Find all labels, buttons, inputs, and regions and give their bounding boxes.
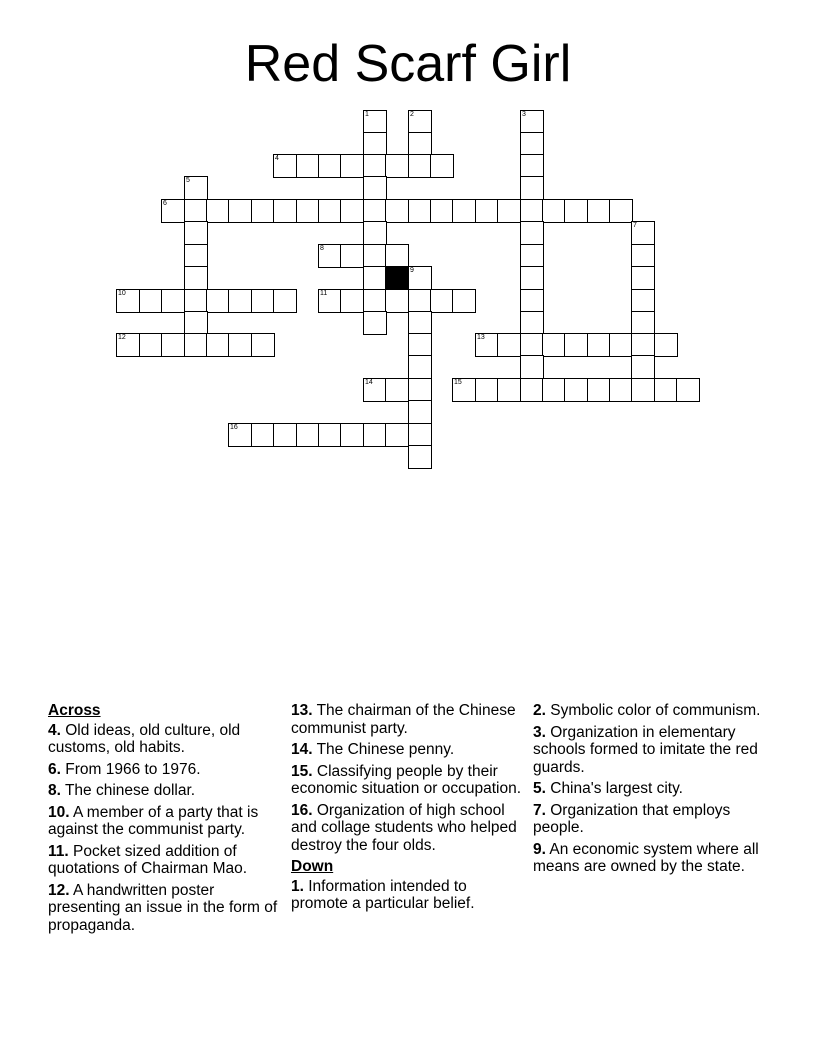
grid-cell[interactable] bbox=[251, 289, 275, 313]
grid-cell[interactable] bbox=[631, 355, 655, 379]
clue-down-2 bbox=[533, 702, 769, 720]
clue-across-4 bbox=[48, 722, 284, 757]
clue-number: 2. bbox=[533, 702, 546, 719]
clue-number: 4. bbox=[48, 721, 61, 739]
grid-cell[interactable] bbox=[452, 199, 476, 223]
grid-cell[interactable] bbox=[676, 378, 700, 402]
clue-text: China's largest city. bbox=[545, 780, 683, 797]
grid-cell[interactable] bbox=[363, 221, 387, 245]
grid-cell[interactable] bbox=[363, 423, 387, 447]
grid-cell[interactable] bbox=[340, 199, 364, 223]
grid-cell[interactable] bbox=[251, 333, 275, 357]
clue-down-1 bbox=[291, 878, 527, 913]
grid-cell[interactable] bbox=[206, 333, 230, 357]
grid-cell[interactable] bbox=[408, 311, 432, 335]
grid-cell[interactable] bbox=[564, 333, 588, 357]
clue-across-6 bbox=[48, 761, 284, 779]
clue-text: Organization that employs people. bbox=[533, 801, 731, 836]
grid-cell[interactable] bbox=[184, 244, 208, 268]
clue-column-3 bbox=[533, 702, 769, 880]
cell-number: 9 bbox=[410, 267, 414, 274]
grid-cell[interactable] bbox=[363, 244, 387, 268]
clue-number: 11. bbox=[48, 842, 69, 860]
grid-cell[interactable] bbox=[184, 333, 208, 357]
grid-cell[interactable] bbox=[251, 423, 275, 447]
grid-cell[interactable] bbox=[340, 154, 364, 178]
clue-down-5 bbox=[533, 780, 769, 798]
grid-cell[interactable] bbox=[408, 333, 432, 357]
grid-cell[interactable] bbox=[363, 110, 387, 134]
grid-cell[interactable] bbox=[363, 132, 387, 156]
grid-cell[interactable] bbox=[520, 244, 544, 268]
grid-cell[interactable] bbox=[631, 378, 655, 402]
clue-number: 3. bbox=[533, 723, 546, 741]
grid-cell[interactable] bbox=[161, 289, 185, 313]
grid-cell[interactable] bbox=[273, 289, 297, 313]
clue-text: Pocket sized addition of quotations of Chairman Mao. bbox=[48, 842, 248, 877]
grid-cell[interactable] bbox=[654, 333, 678, 357]
clue-text: The chairman of the Chinese communist party. bbox=[291, 702, 516, 737]
clue-number: 6. bbox=[48, 760, 61, 778]
grid-cell[interactable] bbox=[228, 199, 252, 223]
crossword-grid bbox=[0, 0, 816, 480]
clue-text: An economic system where all means are owned by the state. bbox=[533, 840, 759, 875]
grid-cell[interactable] bbox=[408, 132, 432, 156]
cell-number: 5 bbox=[186, 177, 190, 184]
clue-number: 12. bbox=[48, 881, 70, 899]
grid-cell[interactable] bbox=[184, 266, 208, 290]
grid-cell[interactable] bbox=[161, 333, 185, 357]
clue-across-13 bbox=[291, 702, 527, 737]
clue-number: 8. bbox=[48, 782, 61, 799]
grid-cell[interactable] bbox=[385, 289, 409, 313]
grid-cell[interactable] bbox=[408, 289, 432, 313]
grid-cell[interactable] bbox=[609, 333, 633, 357]
cell-number: 12 bbox=[118, 334, 126, 341]
grid-cell[interactable] bbox=[631, 289, 655, 313]
grid-cell[interactable] bbox=[161, 199, 185, 223]
clue-across-16 bbox=[291, 802, 527, 855]
grid-cell[interactable] bbox=[520, 355, 544, 379]
cell-number: 11 bbox=[320, 290, 328, 297]
cell-number: 2 bbox=[410, 111, 414, 118]
clue-across-15 bbox=[291, 763, 527, 798]
grid-cell[interactable] bbox=[273, 199, 297, 223]
grid-cell[interactable] bbox=[296, 199, 320, 223]
clue-across-10 bbox=[48, 804, 284, 839]
down-heading: Down bbox=[291, 858, 334, 875]
grid-cell[interactable] bbox=[520, 378, 544, 402]
grid-cell[interactable] bbox=[385, 199, 409, 223]
clue-text: The chinese dollar. bbox=[60, 782, 196, 799]
clue-across-14 bbox=[291, 741, 527, 759]
grid-cell[interactable] bbox=[408, 445, 432, 469]
grid-cell[interactable] bbox=[139, 289, 163, 313]
grid-cell[interactable] bbox=[408, 355, 432, 379]
grid-cell[interactable] bbox=[497, 199, 521, 223]
grid-cell[interactable] bbox=[340, 423, 364, 447]
clue-across-12 bbox=[48, 882, 284, 935]
cell-number: 7 bbox=[633, 222, 637, 229]
grid-cell[interactable] bbox=[408, 199, 432, 223]
grid-cell[interactable] bbox=[452, 289, 476, 313]
grid-cell[interactable] bbox=[408, 423, 432, 447]
grid-cell[interactable] bbox=[184, 289, 208, 313]
clue-number: 15. bbox=[291, 762, 313, 780]
grid-cell[interactable] bbox=[497, 333, 521, 357]
grid-cell[interactable] bbox=[408, 378, 432, 402]
grid-cell[interactable] bbox=[408, 400, 432, 424]
cell-number: 15 bbox=[454, 379, 462, 386]
grid-cell[interactable] bbox=[363, 378, 387, 402]
grid-cell[interactable] bbox=[184, 199, 208, 223]
grid-cell[interactable] bbox=[631, 244, 655, 268]
grid-cell[interactable] bbox=[251, 199, 275, 223]
grid-cell[interactable] bbox=[318, 244, 342, 268]
grid-cell[interactable] bbox=[564, 378, 588, 402]
grid-cell[interactable] bbox=[497, 378, 521, 402]
clue-text: From 1966 to 1976. bbox=[60, 760, 201, 778]
grid-cell[interactable] bbox=[475, 333, 499, 357]
clue-text: Old ideas, old culture, old customs, old habits. bbox=[48, 721, 241, 756]
grid-cell[interactable] bbox=[363, 154, 387, 178]
clue-text: A member of a party that is against the communist party. bbox=[48, 803, 259, 838]
grid-cell[interactable] bbox=[184, 176, 208, 200]
grid-cell[interactable] bbox=[408, 110, 432, 134]
clue-text: A handwritten poster presenting an issue in the form of propaganda. bbox=[48, 881, 278, 934]
grid-cell[interactable] bbox=[430, 154, 454, 178]
grid-cell[interactable] bbox=[609, 199, 633, 223]
grid-cell[interactable] bbox=[475, 378, 499, 402]
clue-number: 14. bbox=[291, 741, 313, 758]
grid-cell[interactable] bbox=[520, 266, 544, 290]
cell-number: 1 bbox=[365, 111, 369, 118]
grid-cell[interactable] bbox=[564, 199, 588, 223]
clue-number: 16. bbox=[291, 801, 313, 819]
grid-cell[interactable] bbox=[296, 423, 320, 447]
grid-cell[interactable] bbox=[385, 154, 409, 178]
grid-cell[interactable] bbox=[654, 378, 678, 402]
grid-cell[interactable] bbox=[542, 378, 566, 402]
grid-cell[interactable] bbox=[520, 199, 544, 223]
grid-cell[interactable] bbox=[520, 132, 544, 156]
grid-cell[interactable] bbox=[408, 266, 432, 290]
grid-cell[interactable] bbox=[631, 266, 655, 290]
grid-cell[interactable] bbox=[273, 154, 297, 178]
grid-cell[interactable] bbox=[318, 199, 342, 223]
grid-cell[interactable] bbox=[318, 423, 342, 447]
clue-down-7 bbox=[533, 802, 769, 837]
clue-text: Organization in elementary schools formed to imitate the red guards. bbox=[533, 723, 758, 776]
grid-cell[interactable] bbox=[206, 289, 230, 313]
grid-cell[interactable] bbox=[452, 378, 476, 402]
grid-cell[interactable] bbox=[631, 221, 655, 245]
grid-cell[interactable] bbox=[184, 221, 208, 245]
grid-cell[interactable] bbox=[408, 154, 432, 178]
clue-number: 5. bbox=[533, 780, 546, 797]
cell-number: 13 bbox=[477, 334, 485, 341]
grid-cell[interactable] bbox=[631, 311, 655, 335]
clue-number: 1. bbox=[291, 877, 304, 895]
grid-cell[interactable] bbox=[520, 221, 544, 245]
grid-cell[interactable] bbox=[475, 199, 499, 223]
grid-cell[interactable] bbox=[631, 333, 655, 357]
grid-block bbox=[385, 266, 409, 290]
grid-cell[interactable] bbox=[340, 289, 364, 313]
grid-cell[interactable] bbox=[385, 244, 409, 268]
grid-cell[interactable] bbox=[363, 199, 387, 223]
grid-cell[interactable] bbox=[206, 199, 230, 223]
grid-cell[interactable] bbox=[228, 333, 252, 357]
clue-text: Symbolic color of communism. bbox=[545, 702, 761, 719]
grid-cell[interactable] bbox=[318, 289, 342, 313]
cell-number: 4 bbox=[275, 155, 279, 162]
grid-cell[interactable] bbox=[520, 110, 544, 134]
cell-number: 10 bbox=[118, 290, 126, 297]
grid-cell[interactable] bbox=[385, 423, 409, 447]
grid-cell[interactable] bbox=[116, 333, 140, 357]
grid-cell[interactable] bbox=[542, 199, 566, 223]
cell-number: 8 bbox=[320, 245, 324, 252]
cell-number: 3 bbox=[522, 111, 526, 118]
clue-text: Classifying people by their economic situation or occupation. bbox=[291, 762, 522, 797]
cell-number: 14 bbox=[365, 379, 373, 386]
grid-cell[interactable] bbox=[520, 289, 544, 313]
grid-cell[interactable] bbox=[430, 289, 454, 313]
grid-cell[interactable] bbox=[520, 311, 544, 335]
grid-cell[interactable] bbox=[385, 378, 409, 402]
grid-cell[interactable] bbox=[318, 154, 342, 178]
grid-cell[interactable] bbox=[520, 176, 544, 200]
clue-number: 13. bbox=[291, 702, 313, 719]
grid-cell[interactable] bbox=[228, 423, 252, 447]
clue-number: 10. bbox=[48, 803, 70, 821]
cell-number: 16 bbox=[230, 424, 238, 431]
grid-cell[interactable] bbox=[340, 244, 364, 268]
grid-cell[interactable] bbox=[139, 333, 163, 357]
grid-cell[interactable] bbox=[228, 289, 252, 313]
clue-text: Information intended to promote a particular belief. bbox=[291, 877, 475, 912]
grid-cell[interactable] bbox=[542, 333, 566, 357]
grid-cell[interactable] bbox=[363, 176, 387, 200]
grid-cell[interactable] bbox=[273, 423, 297, 447]
grid-cell[interactable] bbox=[296, 154, 320, 178]
grid-cell[interactable] bbox=[587, 378, 611, 402]
clue-text: Organization of high school and collage students who helped destroy the four olds. bbox=[291, 801, 517, 854]
clue-across-11 bbox=[48, 843, 284, 878]
grid-cell[interactable] bbox=[430, 199, 454, 223]
grid-cell[interactable] bbox=[363, 311, 387, 335]
grid-cell[interactable] bbox=[520, 154, 544, 178]
grid-cell[interactable] bbox=[587, 199, 611, 223]
clue-down-9 bbox=[533, 841, 769, 876]
grid-cell[interactable] bbox=[363, 289, 387, 313]
grid-cell[interactable] bbox=[520, 333, 544, 357]
grid-cell[interactable] bbox=[116, 289, 140, 313]
clue-across-8 bbox=[48, 782, 284, 800]
across-heading: Across bbox=[48, 702, 101, 719]
clue-column-1 bbox=[48, 702, 284, 938]
grid-cell[interactable] bbox=[587, 333, 611, 357]
clue-down-3 bbox=[533, 724, 769, 777]
page-title: Red Scarf Girl bbox=[244, 35, 572, 93]
grid-cell[interactable] bbox=[609, 378, 633, 402]
clue-column-2 bbox=[291, 702, 527, 917]
grid-cell[interactable] bbox=[184, 311, 208, 335]
clue-number: 9. bbox=[533, 840, 546, 858]
grid-cell[interactable] bbox=[363, 266, 387, 290]
clue-number: 7. bbox=[533, 801, 546, 819]
clue-text: The Chinese penny. bbox=[312, 741, 455, 758]
cell-number: 6 bbox=[163, 200, 167, 207]
